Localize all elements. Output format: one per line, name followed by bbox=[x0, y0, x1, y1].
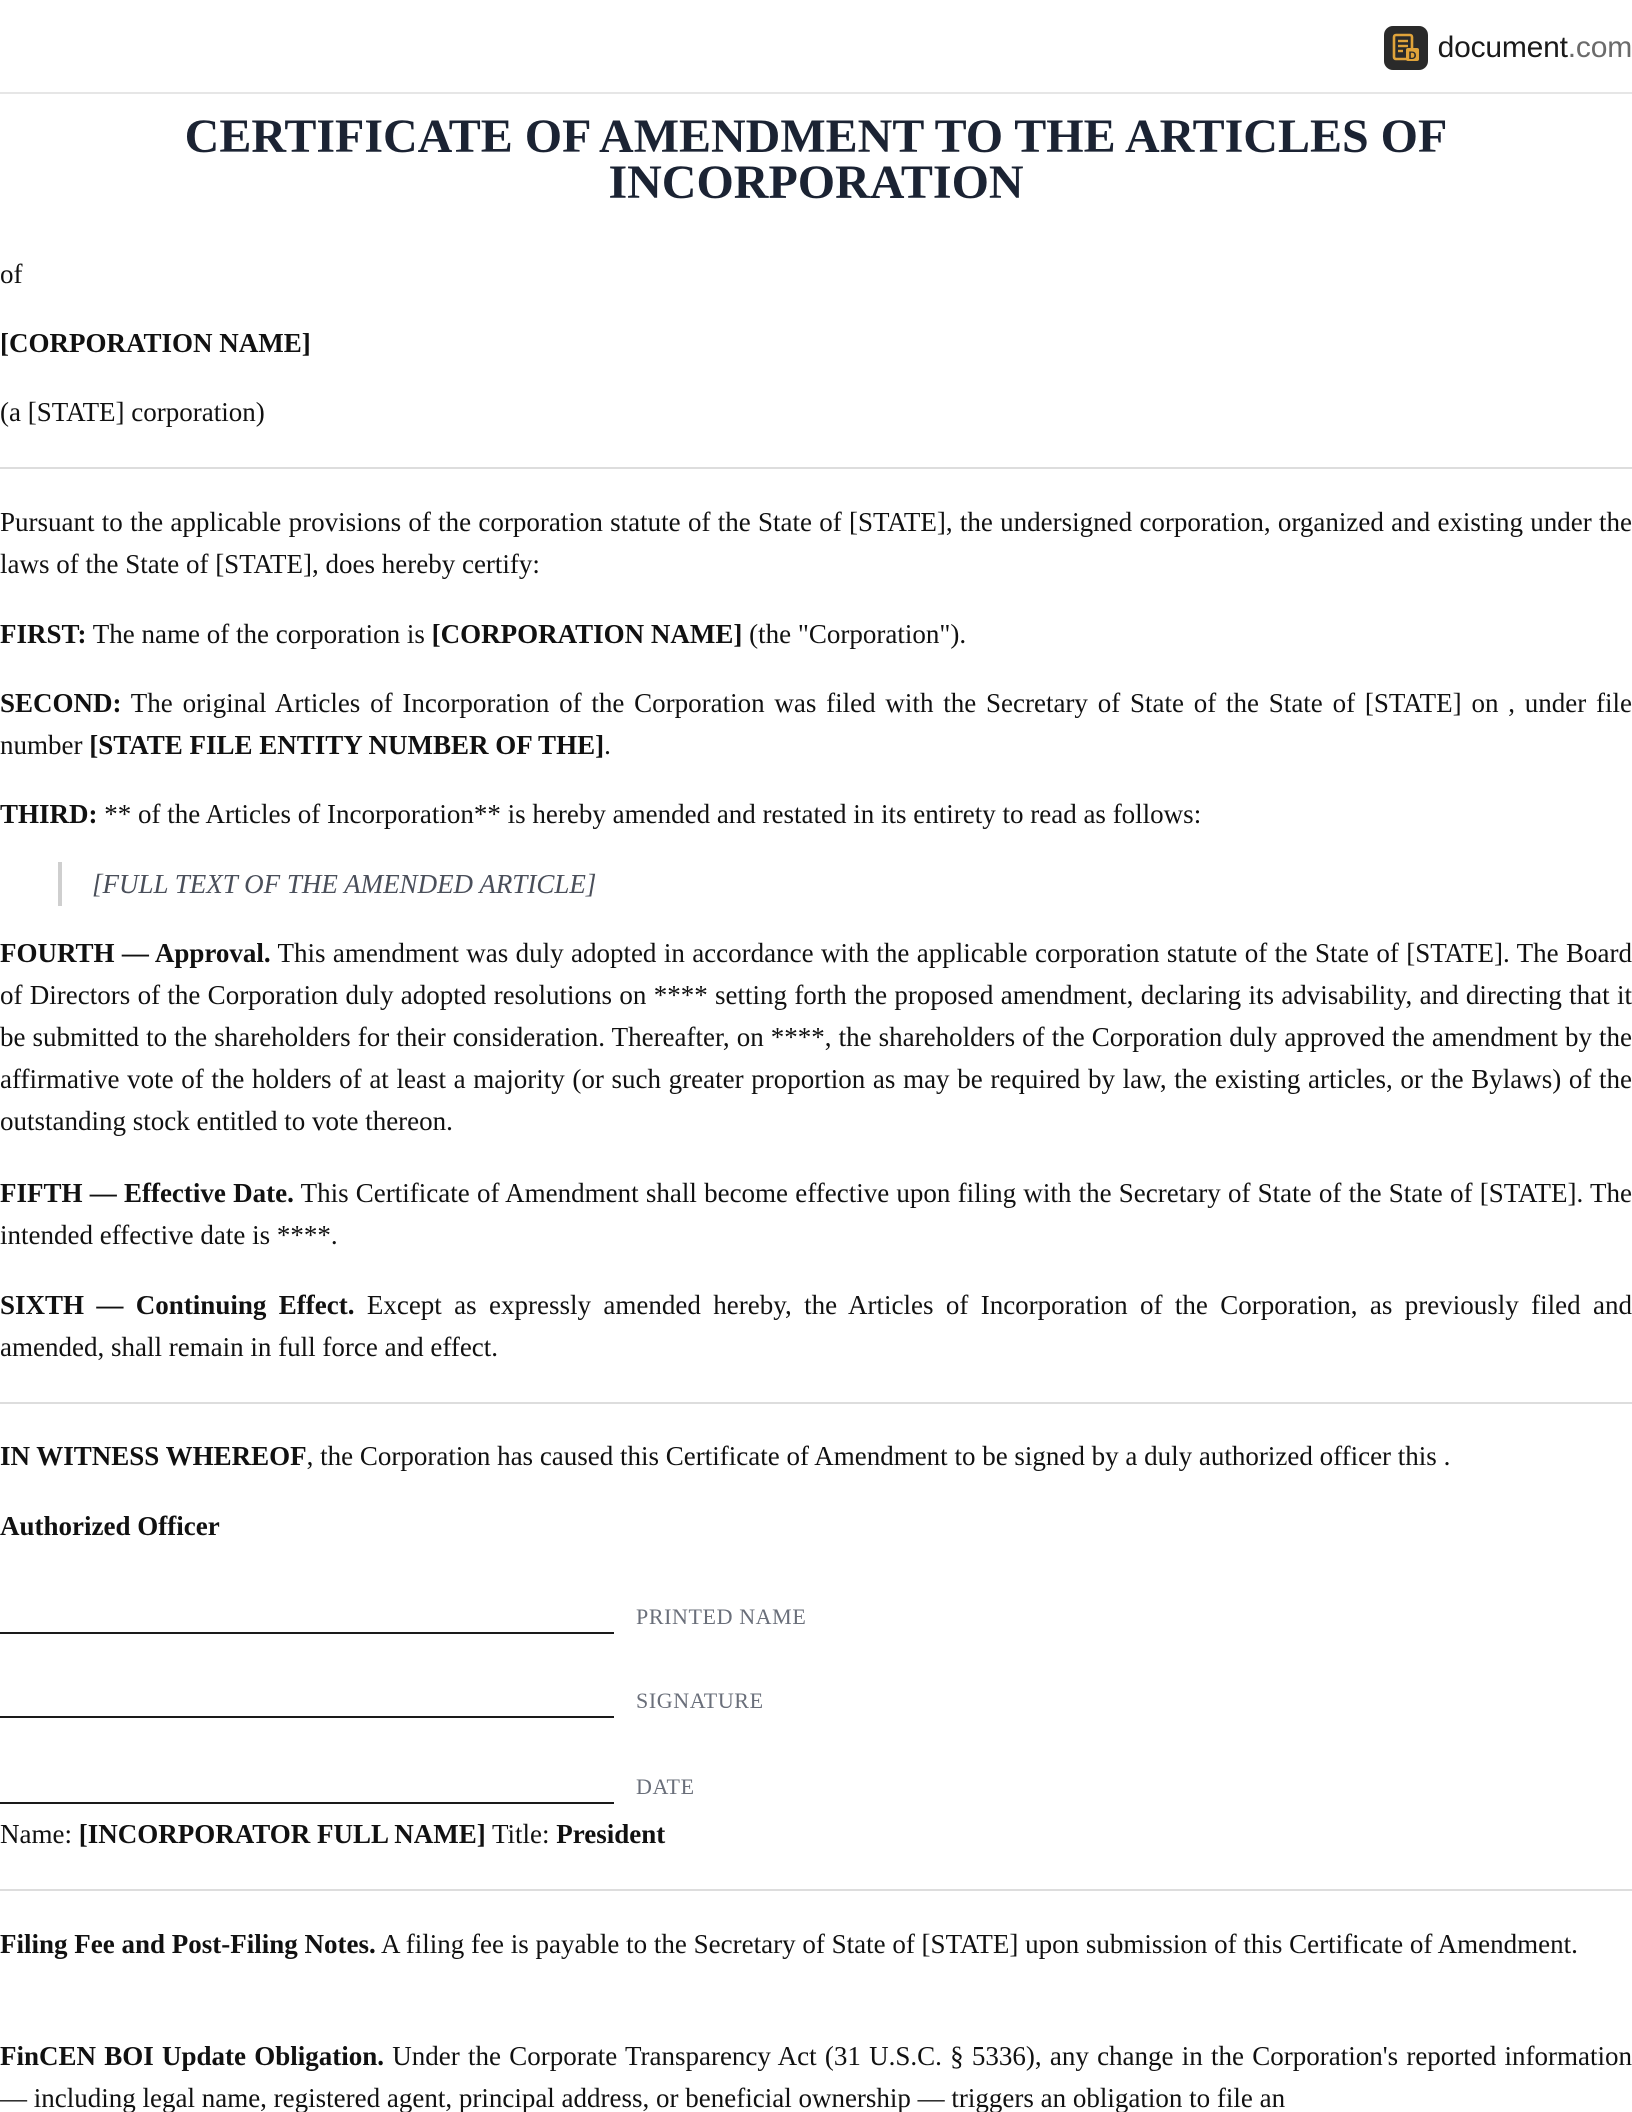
third-text: ** of the Articles of Incorporation** is hereby amended and restated in its entirety to read as follows: bbox=[97, 799, 1202, 829]
title-line-2: INCORPORATION bbox=[608, 156, 1024, 209]
article-fourth bbox=[0, 932, 1632, 1142]
signature-label: SIGNATURE bbox=[636, 1688, 764, 1713]
fincen-label: FinCEN BOI Update Obligation. bbox=[0, 2041, 385, 2071]
corporation-name bbox=[0, 322, 1632, 364]
witness-text: , the Corporation has caused this Certificate of Amendment to be signed by a duly authorized officer this . bbox=[306, 1441, 1451, 1471]
brand-name: document bbox=[1437, 31, 1568, 64]
article-sixth bbox=[0, 1284, 1632, 1368]
fifth-text: This Certificate of Amendment shall become effective upon filing with the Secretary of State of the State of [STATE]. The intended effective date is ****. bbox=[0, 1178, 1632, 1250]
sixth-label: SIXTH — Continuing Effect. bbox=[0, 1290, 355, 1320]
brand-wordmark bbox=[1438, 31, 1632, 65]
state-corporation: (a [STATE] corporation) bbox=[0, 397, 265, 427]
corporation-name-text: [CORPORATION NAME] bbox=[0, 328, 311, 358]
fourth-text: This amendment was duly adopted in accordance with the applicable corporation statute of the State of [STATE]. The Board of Directors of the Corporation duly adopted resolutions on **** setting forth the proposed amendment, declaring its advisability, and directing that it be submitted to the shareholders for their consideration. Thereafter, on ****, the shareholders of the Corporation duly approved the amendment by the affirmative vote of the holders of at least a majority (or such greater proportion as may be required by law, the existing articles, or the Bylaws) of the outstanding stock entitled to vote thereon. bbox=[0, 938, 1632, 1136]
header-divider bbox=[0, 92, 1632, 94]
signature-heading bbox=[0, 1505, 1632, 1547]
amended-article-quote: [FULL TEXT OF THE AMENDED ARTICLE] bbox=[58, 862, 596, 906]
title-line-1: CERTIFICATE OF AMENDMENT TO THE ARTICLES OF bbox=[184, 110, 1448, 163]
filing-fee-text: A filing fee is payable to the Secretary of State of [STATE] upon submission of this Certificate of Amendment. bbox=[375, 1929, 1578, 1959]
title-prefix: Title: bbox=[485, 1819, 557, 1849]
printed-name-line[interactable] bbox=[0, 1632, 614, 1634]
date-line[interactable] bbox=[0, 1802, 614, 1804]
second-bold: [STATE FILE ENTITY NUMBER OF THE] bbox=[89, 730, 605, 760]
first-bold: [CORPORATION NAME] bbox=[431, 619, 743, 649]
printed-name-label: PRINTED NAME bbox=[636, 1604, 807, 1629]
filing-fee-note bbox=[0, 1923, 1632, 1965]
article-first bbox=[0, 613, 1632, 655]
article-third bbox=[0, 793, 1632, 835]
first-label: FIRST: bbox=[0, 619, 87, 649]
of-line: of bbox=[0, 259, 23, 289]
section-divider bbox=[0, 1402, 1632, 1404]
fourth-label: FOURTH — Approval. bbox=[0, 938, 271, 968]
svg-text:D: D bbox=[1408, 50, 1417, 62]
document-logo-icon bbox=[1384, 26, 1428, 70]
second-label: SECOND: bbox=[0, 688, 122, 718]
brand-tld: .com bbox=[1567, 31, 1632, 64]
authorized-officer-heading: Authorized Officer bbox=[0, 1511, 220, 1541]
name-prefix: Name: bbox=[0, 1819, 79, 1849]
second-text-a: The original Articles of Incorporation of the Corporation was filed with the Secretary of State of the State of [STATE] on , under file number bbox=[0, 688, 1632, 760]
brand-header[interactable] bbox=[1384, 26, 1632, 70]
first-text-b: (the "Corporation"). bbox=[742, 619, 967, 649]
section-divider bbox=[0, 467, 1632, 469]
third-label: THIRD: bbox=[0, 799, 98, 829]
sixth-text: Except as expressly amended hereby, the Articles of Incorporation of the Corporation, as previously filed and amended, shall remain in full force and effect. bbox=[0, 1290, 1632, 1362]
signature-line[interactable] bbox=[0, 1716, 614, 1718]
article-fifth bbox=[0, 1172, 1632, 1256]
document-title bbox=[0, 110, 1632, 209]
section-divider bbox=[0, 1889, 1632, 1891]
second-text-b: . bbox=[604, 730, 611, 760]
fincen-text: Under the Corporate Transparency Act (31 U.S.C. § 5336), any change in the Corporation's reported information — including legal name, registered agent, principal address, or beneficial ownership — triggers an obligation to file an bbox=[0, 2041, 1632, 2112]
witness-clause bbox=[0, 1435, 1632, 1477]
article-second bbox=[0, 682, 1632, 766]
officer-name: [INCORPORATOR FULL NAME] bbox=[78, 1819, 486, 1849]
fincen-note bbox=[0, 2035, 1632, 2112]
officer-name-title bbox=[0, 1813, 1632, 1855]
date-label: DATE bbox=[636, 1774, 695, 1799]
filing-fee-label: Filing Fee and Post-Filing Notes. bbox=[0, 1929, 376, 1959]
fifth-label: FIFTH — Effective Date. bbox=[0, 1178, 294, 1208]
officer-title: President bbox=[556, 1819, 666, 1849]
witness-label: IN WITNESS WHEREOF bbox=[0, 1441, 307, 1471]
first-text-a: The name of the corporation is bbox=[86, 619, 432, 649]
preamble: Pursuant to the applicable provisions of the corporation statute of the State of [STATE], the undersigned corporation, organized and existing under the laws of the State of [STATE], does hereby certify: bbox=[0, 507, 1632, 579]
